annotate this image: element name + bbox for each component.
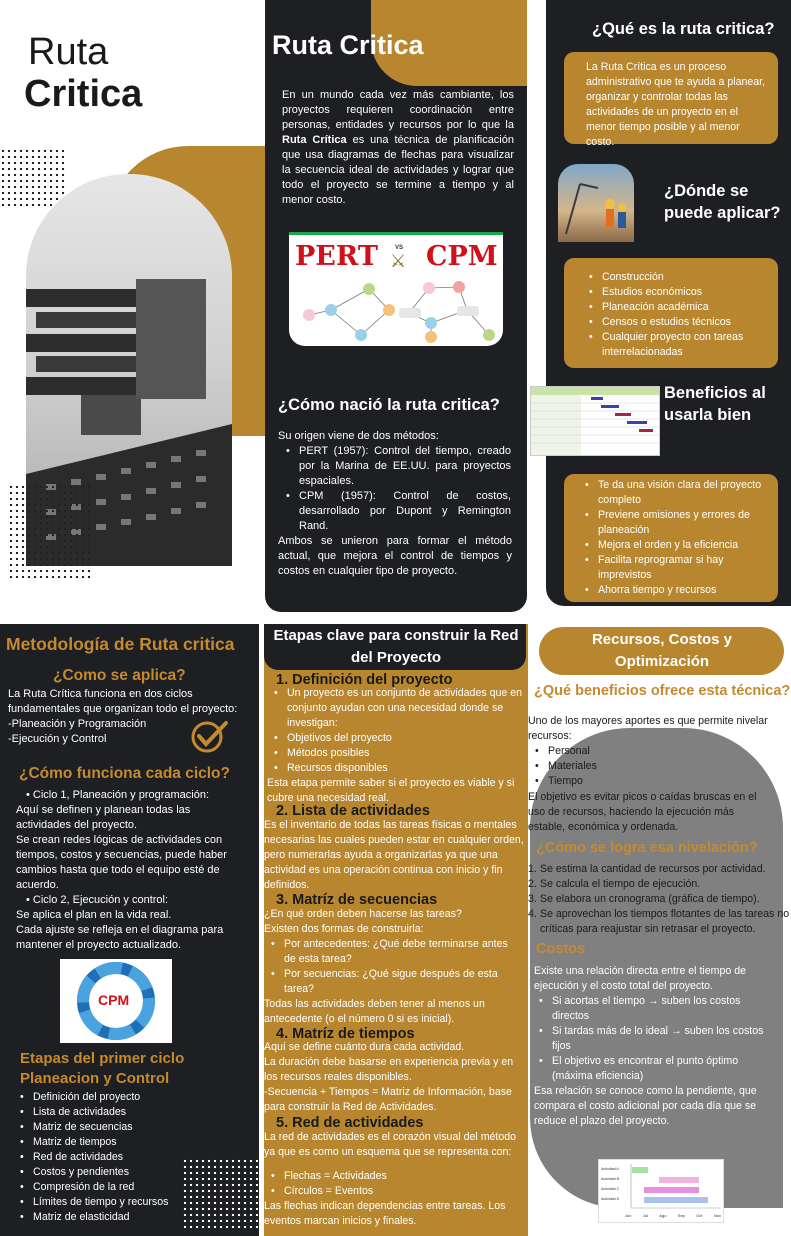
- list-item: • Matriz de elasticidad: [17, 1210, 227, 1225]
- list-item: • Cualquier proyecto con tareas interrelacionadas: [586, 330, 774, 360]
- s1-list: [271, 686, 523, 776]
- gantt-screenshot: [530, 386, 660, 456]
- list-item: • Métodos posibles: [271, 746, 523, 761]
- gantt-row-labels: [601, 1164, 631, 1204]
- list-item: • Círculos = Eventos: [268, 1184, 522, 1199]
- s5-title: 5. Red de actividades: [276, 1115, 424, 1131]
- list-item: • Matriz de secuencias: [17, 1120, 227, 1135]
- list-item: • CPM (1957): Control de costos, desarrollado por Dupont y Remington Rand.: [283, 489, 511, 534]
- gantt-month-labels: [625, 1213, 721, 1218]
- cycle-heading: ¿Cómo funciona cada ciclo?: [19, 765, 230, 782]
- costs-text2: Esa relación se conoce como la pendiente, que compara el costo adicional por cada día que se reduce el plazo del proyecto.: [534, 1085, 757, 1127]
- costs-heading: Costos: [536, 941, 586, 957]
- gantt-month-label: Jun: [625, 1213, 632, 1218]
- intro-paragraph: [282, 88, 514, 208]
- list-item: • Mejora el orden y la eficiencia: [582, 538, 774, 553]
- s3-text: Todas las actividades deben tener al menos un antecedente (o el número 0 si es inicial).: [264, 998, 485, 1025]
- s4-title: 4. Matríz de tiempos: [276, 1026, 415, 1042]
- how-line-1: -Planeación y Programación: [8, 718, 147, 730]
- list-item: • Te da una visión clara del proyecto completo: [582, 478, 774, 508]
- gantt-month-label: Nov: [713, 1213, 721, 1218]
- gantt-month-label: Sep: [677, 1213, 685, 1218]
- gantt-month-label: Oct: [696, 1213, 703, 1218]
- list-item: • Si tardas más de lo ideal → suben los costos fijos: [536, 1024, 776, 1054]
- benefit-list: [532, 744, 732, 789]
- dot-pattern-white: [182, 1158, 258, 1232]
- what-heading: ¿Qué es la ruta critica?: [592, 20, 775, 38]
- s2-title: 2. Lista de actividades: [276, 803, 430, 819]
- bullet-icon: •: [26, 894, 33, 906]
- origin-heading: ¿Cómo nació la ruta critica?: [278, 396, 500, 414]
- s1-title: 1. Definición del proyecto: [276, 672, 453, 688]
- how-line-2: -Ejecución y Control: [8, 733, 107, 745]
- gantt-row-label: Actividad A: [601, 1167, 619, 1171]
- gantt-mini-chart: [531, 387, 660, 456]
- cycle2-title: [16, 893, 244, 908]
- s5-list: [268, 1169, 522, 1199]
- page-separator: [0, 612, 791, 624]
- s3-list: [268, 937, 522, 997]
- s5-text2: Las flechas indican dependencias entre tareas. Los eventos marcan inicios y finales.: [264, 1200, 506, 1227]
- page2-col3: [528, 624, 791, 1236]
- list-item: • Personal: [532, 744, 732, 759]
- list-item: • Planeación académica: [586, 300, 774, 315]
- list-item: • Red de actividades: [17, 1150, 227, 1165]
- method-heading: Metodología de Ruta critica: [6, 634, 235, 654]
- what-box: La Ruta Crítica es un proceso administrativo que te ayuda a planear, organizar y controlar todas las actividades de un proyecto en el menor tiempo posible y al menor costo.: [564, 52, 778, 144]
- list-item: • Por antecedentes: ¿Qué debe terminarse antes de esta tarea?: [268, 937, 522, 967]
- dot-pattern-bottom: [8, 484, 92, 580]
- origin-intro: Su origen viene de dos métodos:: [278, 430, 439, 442]
- list-item: 2. Se calcula el tiempo de ejecución.: [528, 877, 790, 892]
- list-item: • Matriz de tiempos: [17, 1135, 227, 1150]
- list-item: • Límites de tiempo y recursos: [17, 1195, 227, 1210]
- benefit-text: Uno de los mayores aportes es que permite nivelar recursos:: [528, 715, 768, 742]
- pert-vs-cpm-image: [289, 232, 503, 346]
- list-item: • Censos o estudios técnicos: [586, 315, 774, 330]
- list-item: • Facilita reprogramar si hay imprevistos: [582, 553, 774, 583]
- list-item: • Costos y pendientes: [17, 1165, 227, 1180]
- costs-text: Existe una relación directa entre el tiempo de ejecución y el costo total del proyecto.: [534, 965, 746, 992]
- list-item: • Recursos disponibles: [271, 761, 523, 776]
- cycle1-title-text: Ciclo 1, Planeación y programación:: [32, 789, 210, 801]
- construction-photo: [558, 164, 634, 242]
- benefit-heading: ¿Qué beneficios ofrece esta técnica?: [534, 683, 791, 699]
- stages-heading: Etapas del primer ciclo Planeacion y Control: [20, 1050, 185, 1087]
- cycle1-title: [16, 788, 244, 803]
- gantt-row-label: Actividad B: [601, 1177, 619, 1181]
- list-item: • PERT (1957): Control del tiempo, creado por la Marina de EE.UU. para proyectos espaciales.: [283, 444, 511, 489]
- cpm-label: CPM: [426, 241, 498, 272]
- cycle2-title-text: Ciclo 2, Ejecución y control:: [32, 894, 169, 906]
- s5-text: La red de actividades es el corazón visual del método ya que es como un esquema que se representa con:: [264, 1131, 517, 1158]
- vs-label: VS: [395, 245, 404, 251]
- cycle2-text2: Cada ajuste se refleja en el diagrama para mantener el proyecto actualizado.: [16, 924, 224, 951]
- cycle2-text: Se aplica el plan en la vida real.: [16, 909, 172, 921]
- list-item: • Si acortas el tiempo → suben los costos directos: [536, 994, 776, 1024]
- s3-title: 3. Matríz de secuencias: [276, 892, 438, 908]
- list-item: • Materiales: [532, 759, 732, 774]
- list-item: 4. Se aprovechan los tiempos flotantes de las tareas no críticas para reajustar sin retrasar el proyecto.: [528, 907, 790, 937]
- list-item: • Definición del proyecto: [17, 1090, 227, 1105]
- bullet-icon: •: [26, 789, 33, 801]
- gantt-image: [598, 1159, 724, 1223]
- network-diagram: [289, 275, 503, 345]
- network-heading: Etapas clave para construir la Red del Proyecto: [273, 627, 519, 666]
- list-item: • El objetivo es encontrar el punto óptimo (máxima eficiencia): [536, 1054, 776, 1084]
- intro-text-after: es una técnica de planificación que usa diagramas de flechas para visualizar la secuencia ideal de actividades y lograr que todo el proyecto se termine a tiempo y al menor costo.: [282, 134, 514, 206]
- gantt-month-label: Ago: [659, 1213, 667, 1218]
- gantt-month-label: Jul: [642, 1213, 648, 1218]
- benefits-list: [582, 478, 774, 598]
- list-item: • Previene omisiones y errores de planeación: [582, 508, 774, 538]
- origin-list: [283, 444, 511, 534]
- col2-heading: Ruta Critica: [272, 30, 424, 60]
- page1-col1: [0, 0, 262, 612]
- list-item: 1. Se estima la cantidad de recursos por actividad.: [528, 862, 790, 877]
- where-heading: ¿Dónde se puede aplicar?: [664, 182, 781, 222]
- title-critica: Critica: [24, 73, 143, 115]
- list-item: 3. Se elabora un cronograma (gráfica de tiempo).: [528, 892, 790, 907]
- list-item: • Tiempo: [532, 774, 732, 789]
- list-item: • Ahorra tiempo y recursos: [582, 583, 774, 598]
- origin-outro: Ambos se unieron para formar el método actual, que mejora el control de tiempos y costos en cualquier tipo de proyecto.: [278, 535, 512, 577]
- how-text: La Ruta Crítica funciona en dos ciclos fundamentales que organizan todo el proyecto:: [8, 688, 238, 715]
- cycle1-text2: Se crean redes lógicas de actividades con tiempos, costos y secuencias, puede haber cambios hasta que todo el equipo esté de acuerdo.: [16, 834, 227, 891]
- page1-col2: [265, 0, 527, 612]
- list-item: • Flechas = Actividades: [268, 1169, 522, 1184]
- list-item: • Compresión de la red: [17, 1180, 227, 1195]
- s3-question: ¿En qué orden deben hacerse las tareas?: [264, 908, 462, 920]
- cycle-body: [16, 788, 244, 953]
- list-item: • Lista de actividades: [17, 1105, 227, 1120]
- where-list: [586, 270, 774, 360]
- benefits-heading: Beneficios al usarla bien: [664, 384, 766, 424]
- workers-illustration: [558, 164, 634, 242]
- cpm-cycle-label: CPM: [98, 992, 130, 1008]
- resources-heading: Recursos, Costos y Optimización: [591, 631, 733, 670]
- page2-col2: [264, 624, 528, 1236]
- benefit-text2: El objetivo es evitar picos o caídas bruscas en el uso de recursos, haciendo la ejecución más estable, económica y ordenada.: [528, 791, 757, 833]
- checkmark-icon: [190, 720, 230, 754]
- s3-intro: Existen dos formas de construirla:: [264, 923, 424, 935]
- title-ruta: Ruta: [28, 31, 109, 73]
- gantt-row-label: Actividad D: [601, 1197, 620, 1201]
- list-item: • Un proyecto es un conjunto de actividades que en conjunto ayudan con una necesidad donde se investigan:: [271, 686, 523, 731]
- level-heading: ¿Cómo se logra esa nivelación?: [536, 840, 758, 856]
- list-item: • Estudios económicos: [586, 285, 774, 300]
- s4-text: Aquí se define cuánto dura cada actividad.: [264, 1041, 465, 1053]
- list-item: • Por secuencias: ¿Qué sigue después de esta tarea?: [268, 967, 522, 997]
- s4-text2: La duración debe basarse en experiencia previa y en los recursos reales disponibles.: [264, 1056, 514, 1083]
- costs-list: [536, 994, 776, 1084]
- list-item: • Objetivos del proyecto: [271, 731, 523, 746]
- how-heading: ¿Como se aplica?: [53, 667, 186, 684]
- pert-label: PERT: [295, 241, 378, 272]
- cpm-cycle-image: [60, 959, 172, 1043]
- intro-text-before: En un mundo cada vez más cambiante, los proyectos requieren coordinación entre personas, entidades y recursos por lo que la: [282, 89, 514, 131]
- page1-col3: [530, 0, 791, 612]
- swords-icon: ⚔: [390, 251, 407, 271]
- cycle1-text: Aquí se definen y planean todas las actividades del proyecto.: [16, 804, 191, 831]
- intro-text-bold: Ruta Crítica: [282, 134, 347, 146]
- dot-pattern-top: [0, 148, 66, 210]
- page2-col1: [0, 624, 259, 1236]
- list-item: • Construcción: [586, 270, 774, 285]
- s2-text: Es el inventario de todas las tareas físicas o mentales necesarias las cuales pueden estar en cualquier orden, pero numerarlas ayuda a organizarlas ya que una actividad es una operación continua con inicio y fin definidos.: [264, 819, 524, 891]
- s1-text: Esta etapa permite saber si el proyecto es viable y si cubre una necesidad real.: [267, 777, 515, 804]
- s4-text3: -Secuencia + Tiempos = Matriz de Información, base para construir la Red de Actividades.: [264, 1086, 512, 1113]
- gantt-row-label: Actividad C: [601, 1187, 620, 1191]
- level-list: [528, 862, 790, 937]
